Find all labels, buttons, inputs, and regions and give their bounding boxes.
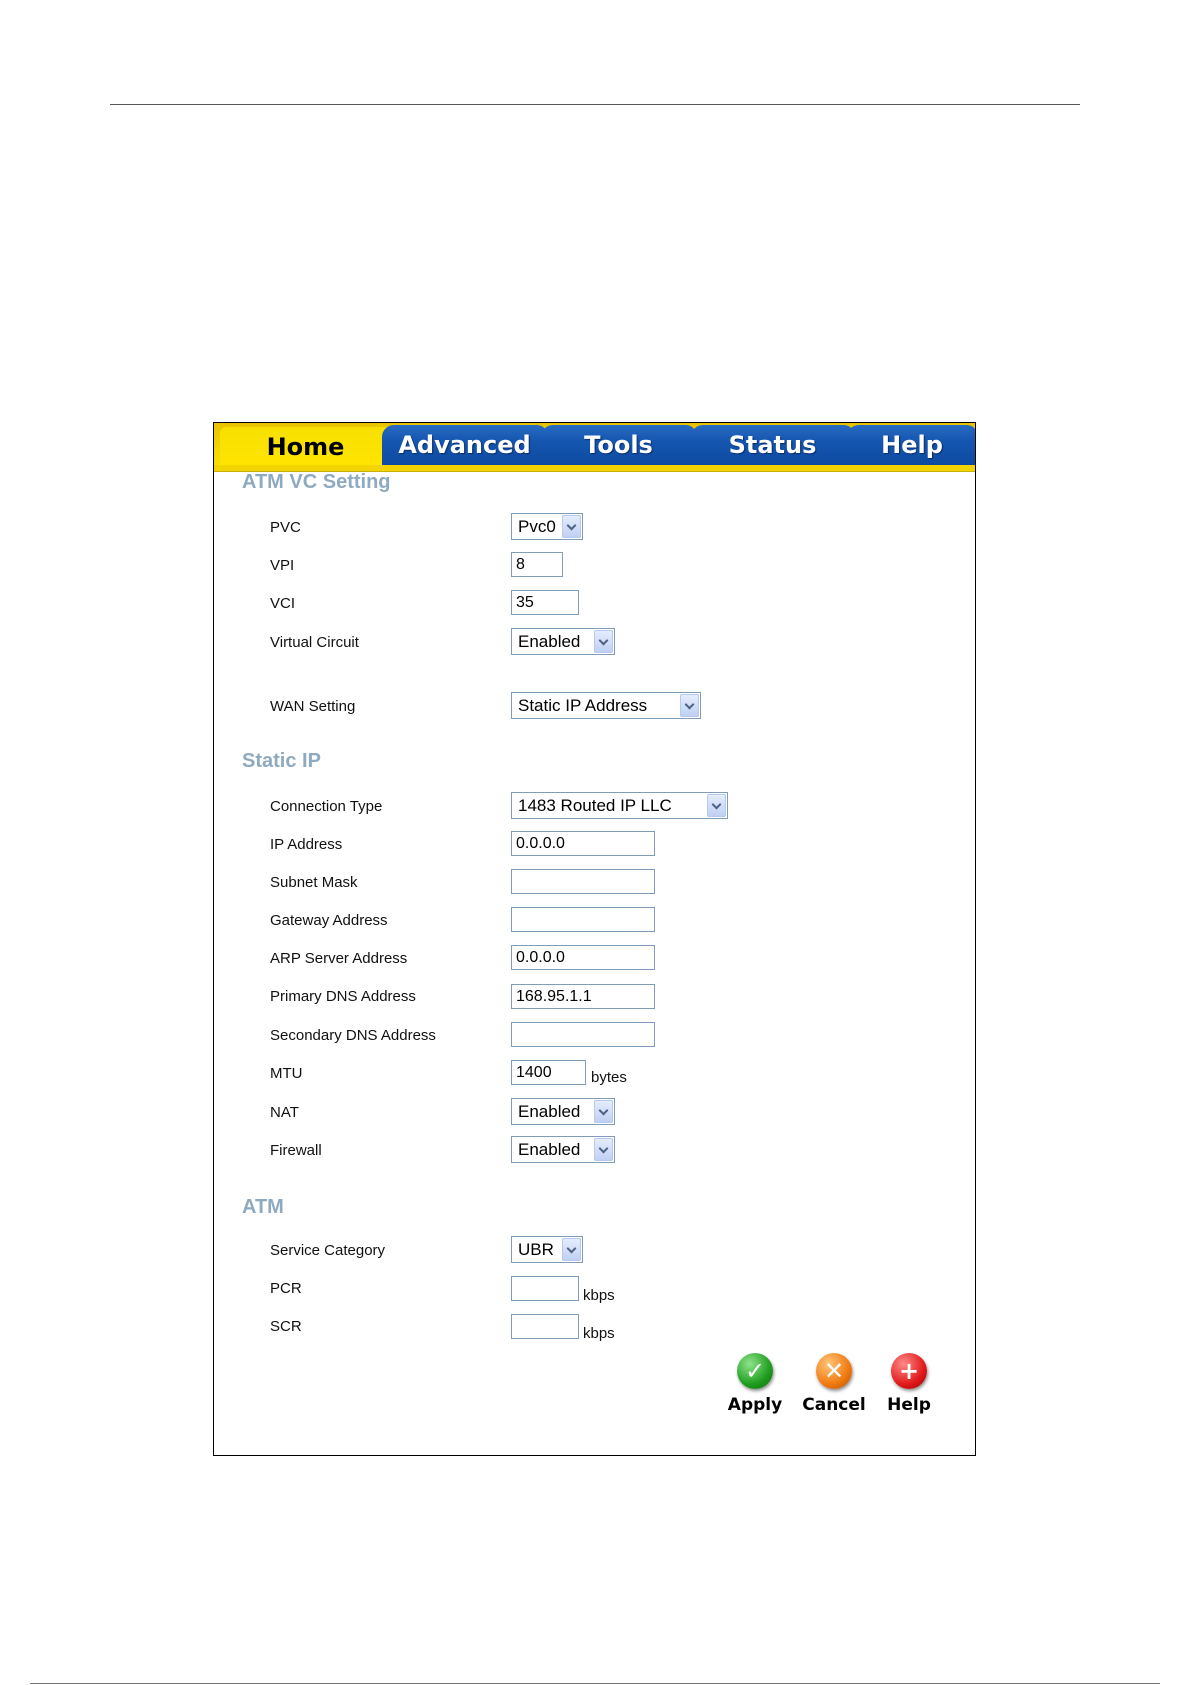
tab-bar — [214, 423, 975, 471]
pcr-unit: kbps — [583, 1287, 615, 1304]
vpi-input[interactable]: 8 — [511, 552, 563, 577]
primary-dns-input[interactable]: 168.95.1.1 — [511, 984, 655, 1009]
vci-input[interactable]: 35 — [511, 590, 579, 615]
chevron-down-icon[interactable] — [594, 1138, 613, 1161]
router-config-panel — [213, 422, 976, 1456]
apply-button[interactable] — [727, 1353, 783, 1415]
label-scr: SCR — [270, 1318, 302, 1335]
label-service-category: Service Category — [270, 1242, 386, 1259]
tab-status[interactable]: Status — [691, 425, 854, 465]
label-gateway-address: Gateway Address — [270, 912, 388, 929]
mtu-input[interactable]: 1400 — [511, 1060, 586, 1085]
chevron-down-icon[interactable] — [594, 1100, 613, 1123]
label-virtual-circuit: Virtual Circuit — [270, 634, 359, 651]
label-primary-dns: Primary DNS Address — [270, 988, 416, 1005]
firewall-select-value: Enabled — [518, 1140, 581, 1159]
ip-address-input[interactable]: 0.0.0.0 — [511, 831, 655, 856]
gateway-address-input[interactable] — [511, 907, 655, 932]
label-secondary-dns: Secondary DNS Address — [270, 1027, 436, 1044]
plus-icon: + — [891, 1353, 927, 1389]
label-arp-server-address: ARP Server Address — [270, 950, 408, 967]
help-button-label: Help — [887, 1395, 931, 1415]
label-connection-type: Connection Type — [270, 798, 383, 815]
wan-setting-select-value: Static IP Address — [518, 696, 648, 715]
chevron-down-icon[interactable] — [680, 694, 699, 717]
label-firewall: Firewall — [270, 1142, 322, 1159]
section-title-atm: ATM — [242, 1196, 284, 1218]
page-bottom-rule — [30, 1683, 1160, 1684]
nat-select-value: Enabled — [518, 1102, 581, 1121]
service-category-select-value: UBR — [518, 1240, 554, 1259]
tab-advanced[interactable]: Advanced — [382, 425, 547, 465]
apply-button-label: Apply — [727, 1395, 783, 1415]
chevron-down-icon[interactable] — [594, 630, 613, 653]
scr-input[interactable] — [511, 1314, 579, 1339]
mtu-unit: bytes — [591, 1069, 627, 1086]
section-title-static-ip: Static IP — [242, 750, 321, 772]
label-pvc: PVC — [270, 519, 301, 536]
x-icon: ✕ — [816, 1353, 852, 1389]
scr-unit: kbps — [583, 1325, 615, 1342]
chevron-down-icon[interactable] — [562, 515, 581, 538]
tab-tools[interactable]: Tools — [541, 425, 696, 465]
help-button[interactable] — [884, 1353, 934, 1415]
connection-type-select-value: 1483 Routed IP LLC — [518, 796, 672, 815]
wan-setting-select[interactable] — [511, 692, 701, 719]
virtual-circuit-select[interactable] — [511, 628, 615, 655]
service-category-select[interactable] — [511, 1236, 583, 1263]
chevron-down-icon[interactable] — [707, 794, 726, 817]
label-mtu: MTU — [270, 1065, 303, 1082]
chevron-down-icon[interactable] — [562, 1238, 581, 1261]
label-subnet-mask: Subnet Mask — [270, 874, 358, 891]
nat-select[interactable] — [511, 1098, 615, 1125]
section-title-atm-vc: ATM VC Setting — [242, 471, 391, 493]
tab-help[interactable]: Help — [847, 425, 976, 465]
firewall-select[interactable] — [511, 1136, 615, 1163]
page-top-rule — [110, 104, 1080, 105]
pvc-select[interactable] — [511, 513, 583, 540]
arp-server-address-input[interactable]: 0.0.0.0 — [511, 945, 655, 970]
label-pcr: PCR — [270, 1280, 302, 1297]
connection-type-select[interactable] — [511, 792, 728, 819]
check-icon: ✓ — [737, 1353, 773, 1389]
subnet-mask-input[interactable] — [511, 869, 655, 894]
label-vci: VCI — [270, 595, 296, 612]
pvc-select-value: Pvc0 — [518, 517, 556, 536]
virtual-circuit-select-value: Enabled — [518, 632, 581, 651]
cancel-button[interactable] — [801, 1353, 867, 1415]
secondary-dns-input[interactable] — [511, 1022, 655, 1047]
tab-home[interactable]: Home — [220, 427, 391, 467]
label-ip-address: IP Address — [270, 836, 343, 853]
label-vpi: VPI — [270, 557, 295, 574]
pcr-input[interactable] — [511, 1276, 579, 1301]
label-nat: NAT — [270, 1104, 299, 1121]
cancel-button-label: Cancel — [802, 1395, 866, 1415]
label-wan-setting: WAN Setting — [270, 698, 356, 715]
